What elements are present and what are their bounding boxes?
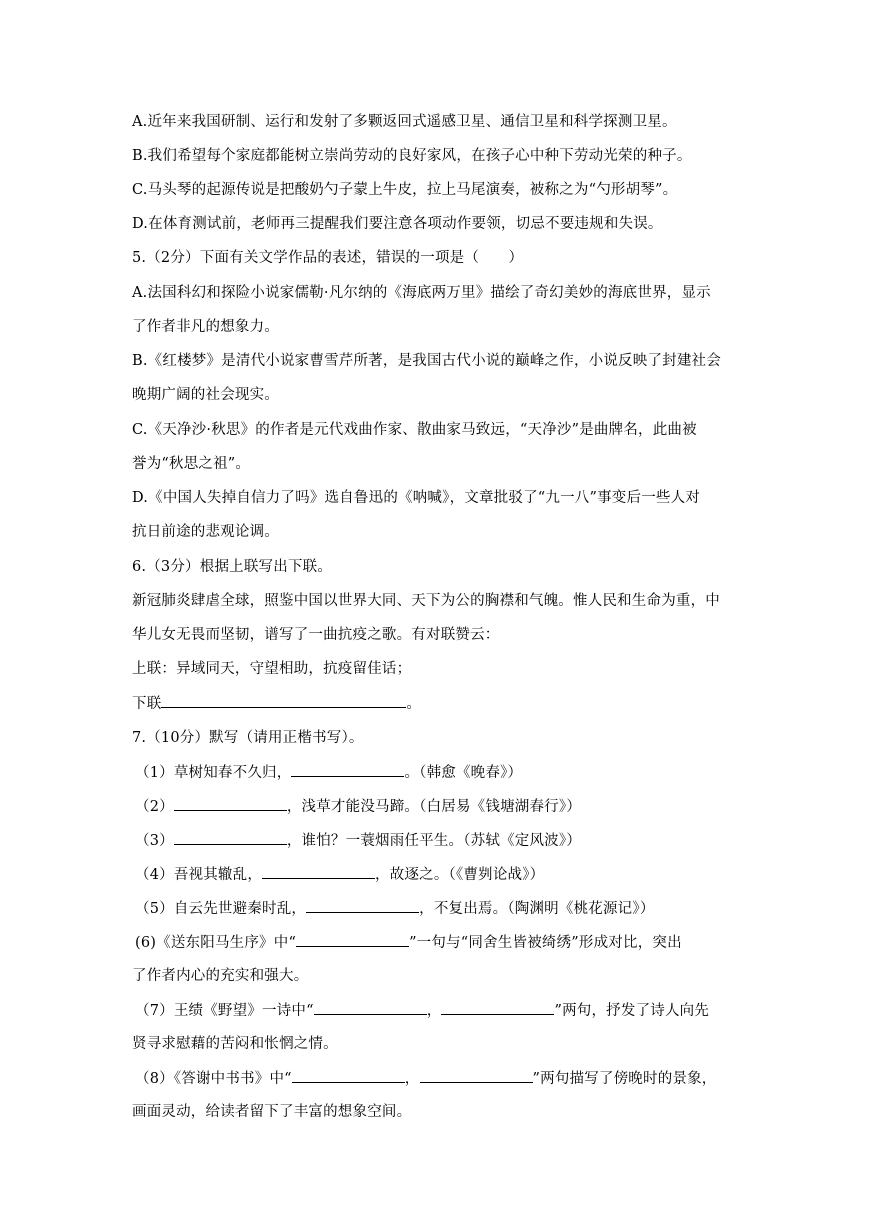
q5-option-c-line1: C.《天净沙·秋思》的作者是元代戏曲作家、散曲家马致远，“天净沙”是曲牌名，此曲被 <box>132 422 697 438</box>
q5-option-d-line2: 抗日前途的悲观论调。 <box>132 524 279 540</box>
item-text: （5）自云先世避秦时乱， <box>135 901 307 917</box>
item-text: （8）《答谢中书书》中“ <box>135 1071 292 1087</box>
q4-option-a: A.近年来我国研制、运行和发射了多颗返回式遥感卫星、通信卫星和科学探测卫星。 <box>132 114 677 130</box>
item-text: ，不复出焉。（陶渊明《桃花源记》） <box>419 901 655 917</box>
q7-item-4 <box>135 864 755 885</box>
lower-couplet-label: 下联 <box>132 696 162 712</box>
answer-blank[interactable] <box>296 932 409 947</box>
item-text: ，浅草才能没马蹄。（白居易《钱塘湖春行》） <box>286 799 582 815</box>
q5-option-c-line2: 誉为“秋思之祖”。 <box>132 456 251 472</box>
q7-item-2 <box>135 796 755 817</box>
q7-stem: 7.（10分）默写（请用正楷书写）。 <box>132 730 364 746</box>
answer-blank[interactable] <box>441 1000 554 1015</box>
item-text: （1）草树知春不久归， <box>135 765 292 781</box>
punctuation: 。 <box>406 696 422 712</box>
item-text: ， <box>404 1071 420 1087</box>
q4-option-b: B.我们希望每个家庭都能树立崇尚劳动的良好家风，在孩子心中种下劳动光荣的种子。 <box>132 148 692 164</box>
q4-option-c: C.马头琴的起源传说是把酸奶勺子蒙上牛皮，拉上马尾演奏，被称之为“勺形胡琴”。 <box>132 182 678 198</box>
answer-blank[interactable] <box>174 830 287 845</box>
answer-blank[interactable] <box>420 1068 533 1083</box>
item-text: （7）王绩《野望》一诗中“ <box>135 1003 314 1019</box>
q6-stem: 6.（3分）根据上联写出下联。 <box>132 559 333 575</box>
q7-item-8-cont: 画面灵动，给读者留下了丰富的想象空间。 <box>132 1104 412 1120</box>
item-text: ， <box>426 1003 442 1019</box>
q7-item-6 <box>135 932 755 953</box>
answer-blank[interactable] <box>292 1068 405 1083</box>
item-text: （3） <box>135 833 174 849</box>
q6-lower-couplet <box>132 693 752 714</box>
item-text: (6)《送东阳马生序》中“ <box>135 935 297 951</box>
q6-passage-line2: 华儿女无畏而坚韧，谱写了一曲抗疫之歌。有对联赞云： <box>132 627 500 643</box>
answer-blank[interactable] <box>314 1000 427 1015</box>
answer-blank[interactable] <box>161 693 406 708</box>
item-text: ”两句描写了傍晚时的景象， <box>532 1071 717 1087</box>
answer-blank[interactable] <box>291 762 404 777</box>
q5-option-d-line1: D.《中国人失掉自信力了吗》选自鲁迅的《呐喊》，文章批驳了“九一八”事变后一些人对 <box>132 490 700 506</box>
q5-stem: 5.（2分）下面有关文学作品的表述，错误的一项是（ ） <box>132 250 524 266</box>
q6-upper-couplet: 上联：异域同天，守望相助，抗疫留佳话； <box>132 661 412 677</box>
answer-blank[interactable] <box>174 796 287 811</box>
q7-item-7 <box>135 1000 755 1021</box>
q7-item-8 <box>135 1068 755 1089</box>
item-text: ”一句与“同舍生皆被绮绣”形成对比，突出 <box>409 935 682 951</box>
q7-item-7-cont: 贤寻求慰藉的苦闷和怅惘之情。 <box>132 1036 338 1052</box>
item-text: ，谁怕？一蓑烟雨任平生。（苏轼《定风波》） <box>286 833 582 849</box>
q5-option-b-line2: 晚期广阔的社会现实。 <box>132 387 279 403</box>
q7-item-1 <box>135 762 755 783</box>
q4-option-d: D.在体育测试前，老师再三提醒我们要注意各项动作要领，切忌不要违规和失误。 <box>132 216 663 232</box>
item-text: （4）吾视其辙乱， <box>135 867 263 883</box>
q6-passage-line1: 新冠肺炎肆虐全球，照鉴中国以世界大同、天下为公的胸襟和气魄。惟人民和生命为重，中 <box>132 593 720 609</box>
q7-item-3 <box>135 830 755 851</box>
q5-option-a-line2: 了作者非凡的想象力。 <box>132 319 279 335</box>
answer-blank[interactable] <box>306 898 419 913</box>
q5-option-a-line1: A.法国科幻和探险小说家儒勒·凡尔纳的《海底两万里》描绘了奇幻美妙的海底世界，显示 <box>132 285 711 301</box>
item-text: ，故逐之。（《曹刿论战》） <box>375 867 545 883</box>
answer-blank[interactable] <box>262 864 375 879</box>
item-text: 。（韩愈《晚春》） <box>404 765 523 781</box>
item-text: ”两句，抒发了诗人向先 <box>554 1003 710 1019</box>
q7-item-5 <box>135 898 755 919</box>
q5-option-b-line1: B.《红楼梦》是清代小说家曹雪芹所著，是我国古代小说的巅峰之作，小说反映了封建社会 <box>132 353 721 369</box>
q7-item-6-cont: 了作者内心的充实和强大。 <box>132 968 309 984</box>
item-text: （2） <box>135 799 174 815</box>
